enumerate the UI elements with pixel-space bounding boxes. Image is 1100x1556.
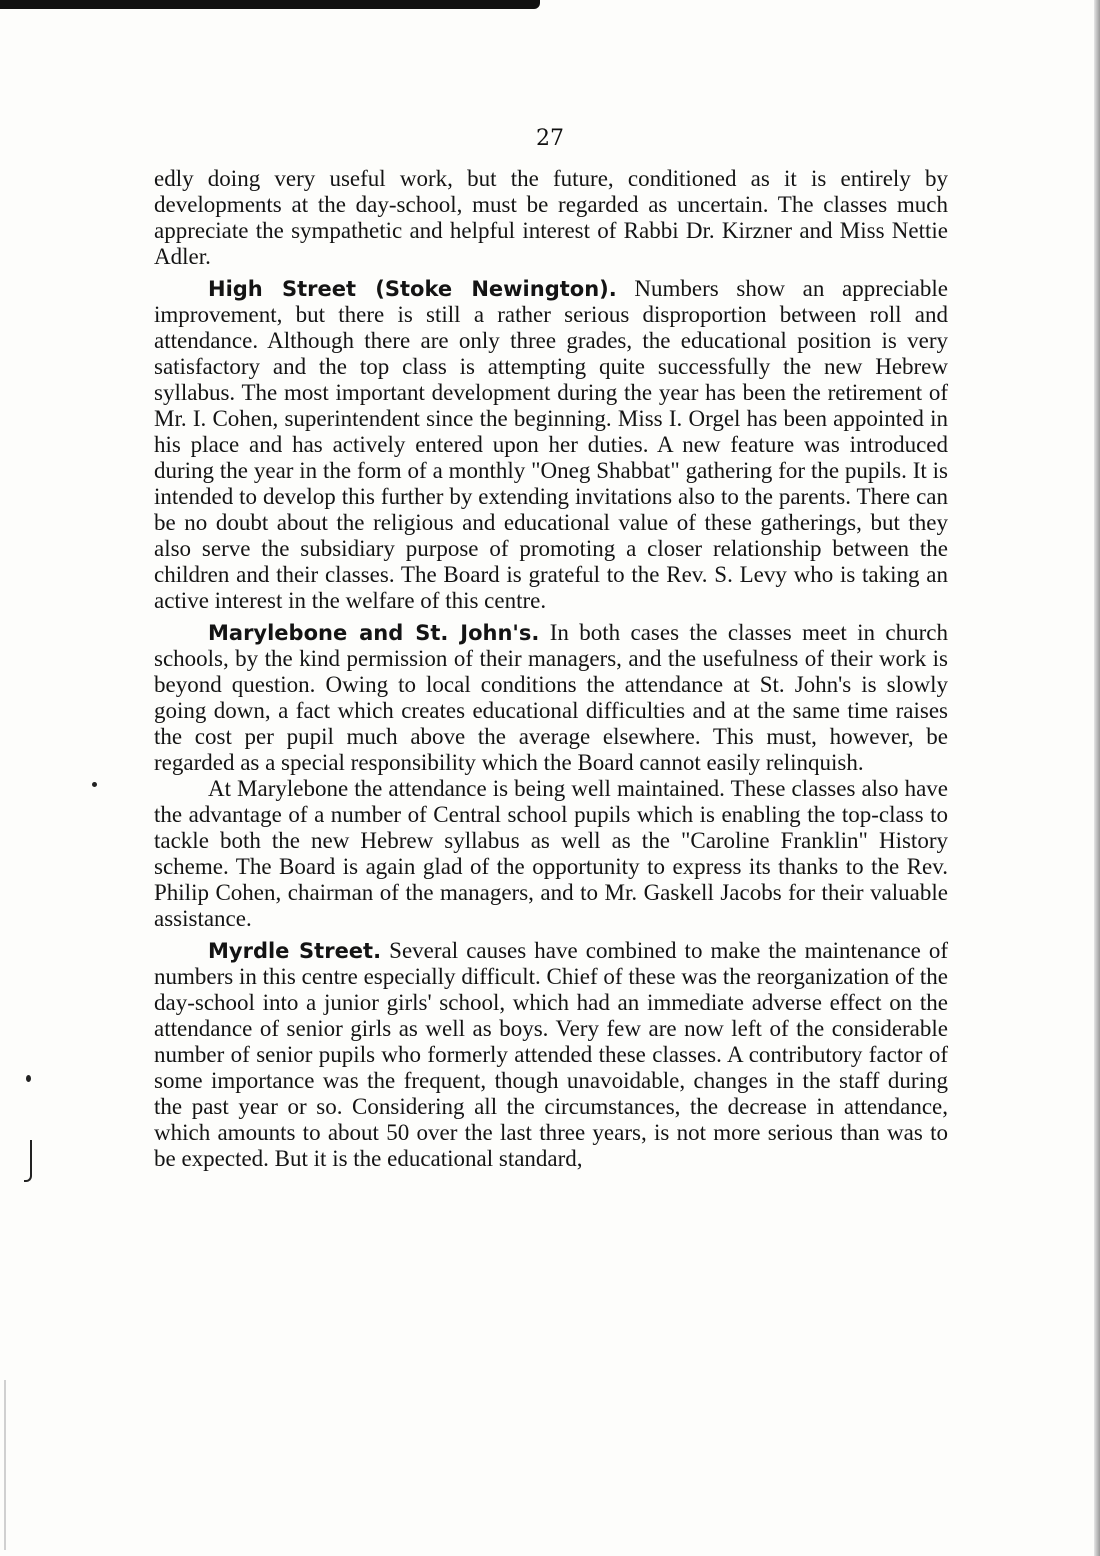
- section-heading: Marylebone and St. John's.: [208, 621, 540, 645]
- paragraph-text: Several causes have combined to make the maintenance of numbers in this centre especially difficult. Chief of these was the reorganization of the day-school into a junior girls' school, which had an immediate adverse effect on the attendance of senior girls as well as boys. Very few are now left of the considerable number of senior pupils who formerly attended these classes. A contributory factor of some importance was the frequent, though unavoidable, changes in the staff during the past year or so. Considering all the circumstances, the decrease in attendance, which amounts to about 50 over the last three years, is not more serious than was to be expected. But it is the educational standard,: [154, 938, 949, 1171]
- paragraph-high-street: [154, 276, 948, 614]
- scan-scratch-mark: [4, 1380, 6, 1550]
- scan-edge-bar: [0, 0, 540, 9]
- scan-right-edge: [1094, 0, 1100, 1556]
- ink-dot: [26, 1075, 31, 1082]
- paragraph-marylebone: [154, 620, 948, 776]
- section-heading: Myrdle Street.: [208, 939, 382, 963]
- paragraph-text: Numbers show an appreciable improvement, but there is still a rather serious disproportion between roll and attendance. Although there are only three grades, the educational position is very satisfactory and the top class is attempting quite successfully the new Hebrew syllabus. The most important development during the year has been the retirement of Mr. I. Cohen, superintendent since the beginning. Miss I. Orgel has been appointed in his place and has actively entered upon her duties. A new feature was introduced during the year in the form of a monthly "Oneg Shabbat" gathering for the pupils. It is intended to develop this further by extending invitations also to the parents. There can be no doubt about the religious and educational value of these gatherings, but they also serve the subsidiary purpose of promoting a closer relationship between the children and their classes. The Board is grateful to the Rev. S. Levy who is taking an active interest in the welfare of this centre.: [154, 276, 948, 613]
- paragraph-text: In both cases the classes meet in church schools, by the kind permission of their managers, and the usefulness of their work is beyond question. Owing to local conditions the attendance at St. John's is slowly going down, a fact which creates educational difficulties and at the same time raises the cost per pupil much above the average elsewhere. This must, however, be regarded as a special responsibility which the Board cannot easily relinquish.: [154, 620, 949, 775]
- paragraph-text: At Marylebone the attendance is being well maintained. These classes also have the advantage of a number of Central school pupils which is enabling the top-class to tackle both the new Hebrew syllabus as well as the "Caroline Franklin" History scheme. The Board is again glad of the opportunity to express its thanks to the Rev. Philip Cohen, chairman of the managers, and to Mr. Gaskell Jacobs for their valuable assistance.: [154, 776, 948, 931]
- paragraph-marylebone-attendance: [154, 776, 948, 932]
- body-text: [154, 166, 948, 1172]
- page-number: 27: [536, 126, 564, 151]
- paragraph-myrdle-street: [154, 938, 948, 1172]
- section-heading: High Street (Stoke Newington).: [208, 277, 617, 301]
- paragraph-continuation: [154, 166, 948, 270]
- ink-dot: [92, 782, 97, 787]
- margin-bracket-mark: [24, 1140, 32, 1182]
- paragraph-text: edly doing very useful work, but the future, conditioned as it is entirely by developments at the day-school, must be regarded as uncertain. The classes much appreciate the sympathetic and helpful interest of Rabbi Dr. Kirzner and Miss Nettie Adler.: [154, 166, 948, 269]
